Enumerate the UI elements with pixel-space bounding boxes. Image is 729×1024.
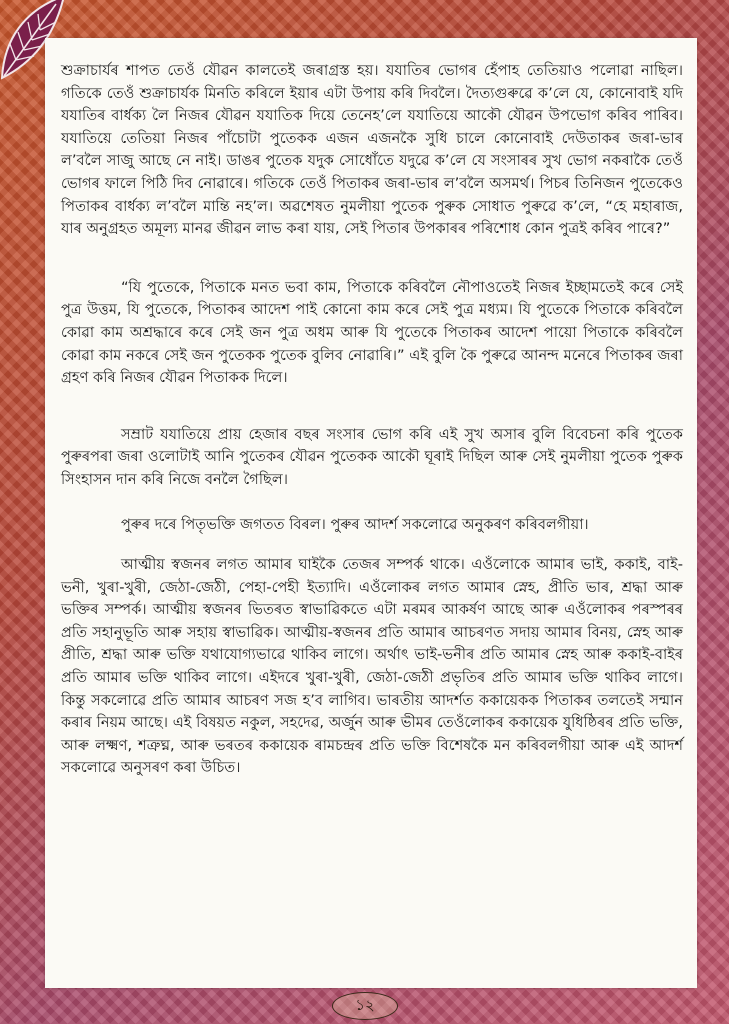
paragraph-3: সম্ৰাট যযাতিয়ে প্ৰায় হেজাৰ বছৰ সংসাৰ ভোগ কৰি এই সুখ অসাৰ বুলি বিবেচনা কৰি পুতেক পুৰুৰপৰা জৰা ওলোটাই আনি পুতেকৰ যৌৱন পুতেকক আকৌ ঘূৰাই দিছিল আৰু সেই নুমলীয়া পুতেক পুৰুক সিংহাসন দান কৰি নিজে বনলৈ গৈছিল। [61,425,683,488]
paragraph-2: “যি পুতেকে, পিতাকে মনত ভবা কাম, পিতাকে কৰিবলৈ নৌপাওতেই নিজৰ ইচ্ছামতেই কৰে সেই পুত্ৰ উত্তম, যি পুতেকে, পিতাকৰ আদেশ পাই কোনো কাম কৰে সেই পুত্ৰ মধ্যম। যি পুতেকে পিতাকে কৰিবলৈ কোৱা কাম অশ্ৰদ্ধাৰে কৰে সেই জন পুত্ৰ অধম আৰু যি পুতেকে পিতাকৰ আদেশ পায়ো পিতাকে কৰিবলৈ কোৱা কাম নকৰে সেই জন পুতেকক পুতেক বুলিব নোৱাৰি।” এই বুলি কৈ পুৰুৱে আনন্দ মনেৰে পিতাকৰ জৰা গ্ৰহণ কৰি নিজৰ যৌৱন পিতাকক দিলে। [61,278,683,387]
page-number: ১২ [332,992,398,1020]
paragraph-4: পুৰুৰ দৰে পিতৃভক্তি জগতত বিৰল। পুৰুৰ আদৰ্শ সকলোৱে অনুকৰণ কৰিবলগীয়া। [121,515,589,533]
paragraph-1: শুক্ৰাচাৰ্যৰ শাপত তেওঁ যৌৱন কালতেই জৰাগ্ৰস্ত হয়। যযাতিৰ ভোগৰ হেঁপাহ তেতিয়াও পলোৱা নাছিল। গতিকে তেওঁ শুক্ৰাচাৰ্যক মিনতি কৰিলে ইয়াৰ এটা উপায় কৰি দিবলৈ। দৈত্যগুৰুৱে ক’লে যে, কোনোবাই যদি যযাতিৰ বাৰ্ধক্য লৈ নিজৰ যৌৱন যযাতিক দিয়ে তেনেহ’লে যযাতিয়ে আকৌ যৌৱন উপভোগ কৰিব পাৰিব। যযাতিয়ে তেতিয়া নিজৰ পাঁচোটা পুতেকক এজন এজনকৈ সুধি চালে কোনোবাই দেউতাকৰ জৰা-ভাৰ ল’বলৈ সাজু আছে নে নাই। ডাঙৰ পুতেক যদুক সোধোঁতে যদুৱে ক’লে যে সংসাৰৰ সুখ ভোগ নকৰাকৈ তেওঁ ভোগৰ ফালে পিঠি দিব নোৱাৰে। গতিকে তেওঁ পিতাকৰ জৰা-ভাৰ ল’বলৈ অসমৰ্থ। পিচৰ তিনিজন পুতেকেও পিতাকৰ বাৰ্ধক্য ল’বলৈ মান্তি নহ’ল। অৱশেষত নুমলীয়া পুতেক পুৰুক সোধাত পুৰুৱে ক’লে, “হে মহাৰাজ, যাৰ অনুগ্ৰহত অমূল্য মানৱ জীৱন লাভ কৰা যায়, সেই পিতাৰ উপকাৰৰ পৰিশোধ কোন পুত্ৰই কৰিব পাৰে?” [61,62,683,238]
text-page [45,38,697,988]
paragraph-5: আত্মীয় স্বজনৰ লগত আমাৰ ঘাইকৈ তেজৰ সম্পৰ্ক থাকে। এওঁলোকে আমাৰ ভাই, ককাই, বাই-ভনী, খুৰা-খুৰী, জেঠা-জেঠী, পেহা-পেহী ইত্যাদি। এওঁলোকৰ লগত আমাৰ স্নেহ, প্ৰীতি ভাৰ, শ্ৰদ্ধা আৰু ভক্তিৰ সম্পৰ্ক। আত্মীয় স্বজনৰ ভিতৰত স্বাভাৱিকতে এটা মৰমৰ আকৰ্ষণ আছে আৰু এওঁলোকৰ পৰস্পৰৰ প্ৰতি সহানুভূতি আৰু সহায় স্বাভাৱিক। আত্মীয়-স্বজনৰ প্ৰতি আমাৰ আচৰণত সদায় আমাৰ বিনয়, স্নেহ আৰু প্ৰীতি, শ্ৰদ্ধা আৰু ভক্তি যথাযোগ্যভাৱে থাকিব লাগে। অৰ্থাৎ ভাই-ভনীৰ প্ৰতি আমাৰ স্নেহ আৰু ককাই-বাইৰ প্ৰতি আমাৰ ভক্তি থাকিব লাগে। এইদৰে খুৰা-খুৰী, জেঠা-জেঠী প্ৰভৃতিৰ প্ৰতি আমাৰ ভক্তি থাকিব লাগে। কিন্তু সকলোৱে প্ৰতি আমাৰ আচৰণ সজ হ’ব লাগিব। ভাৰতীয় আদৰ্শত ককায়েকক পিতাকৰ তলতেই সন্মান কৰাৰ নিয়ম আছে। এই বিষয়ত নকুল, সহদেৱ, অৰ্জুন আৰু ভীমৰ তেওঁলোকৰ ককায়েক যুধিষ্ঠিৰৰ প্ৰতি ভক্তি, আৰু লক্ষ্মণ, শত্ৰুঘ্ন, আৰু ভৰতৰ ককায়েক ৰামচন্দ্ৰৰ প্ৰতি ভক্তি বিশেষকৈ মন কৰিবলগীয়া আৰু এই আদৰ্শ সকলোৱে অনুসৰণ কৰা উচিত। [61,556,683,777]
